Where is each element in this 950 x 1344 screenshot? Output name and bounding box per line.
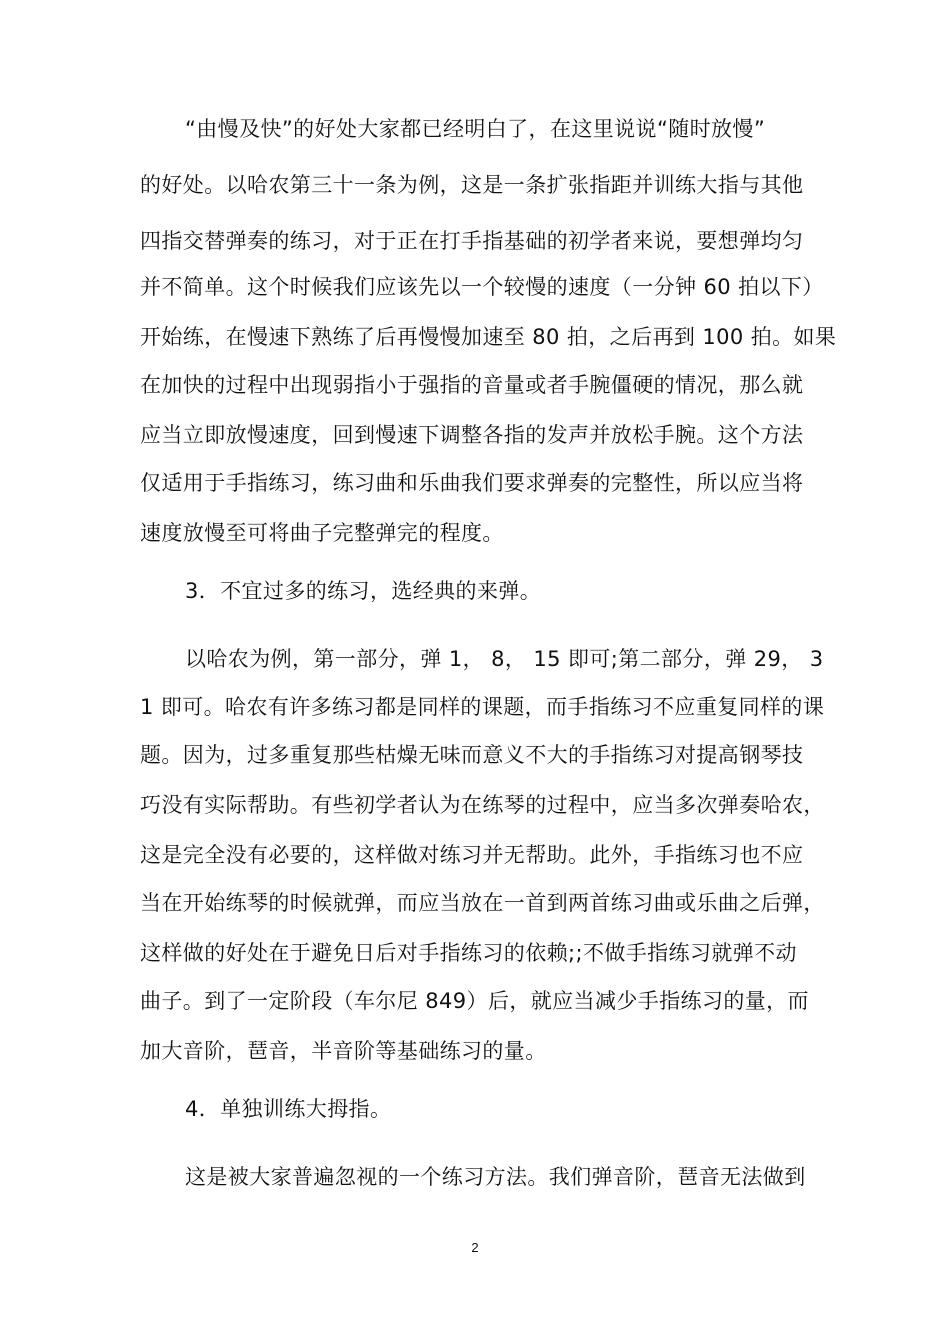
paragraph-1-line-1: “由慢及快”的好处大家都已经明白了，在这里说说“随时放慢” [185,117,766,141]
paragraph-2-line-3: 题。因为，过多重复那些枯燥无味而意义不大的手指练习对提高钢琴技 [140,743,804,767]
section-heading-4: 4．单独训练大拇指。 [185,1097,392,1121]
paragraph-1-line-9: 速度放慢至可将曲子完整弹完的程度。 [140,521,504,545]
paragraph-2-line-2: 1 即可。哈农有许多练习都是同样的课题，而手指练习不应重复同样的课 [140,695,825,719]
paragraph-2-line-4: 巧没有实际帮助。有些初学者认为在练琴的过程中，应当多次弹奏哈农， [140,793,825,817]
paragraph-1-line-4: 并不简单。这个时候我们应该先以一个较慢的速度（一分钟 60 拍以下） [140,275,824,299]
paragraph-2-line-6: 当在开始练琴的时候就弹，而应当放在一首到两首练习曲或乐曲之后弹， [140,891,825,915]
paragraph-2-line-5: 这是完全没有必要的，这样做对练习并无帮助。此外，手指练习也不应 [140,843,804,867]
paragraph-1-line-3: 四指交替弹奏的练习，对于正在打手指基础的初学者来说，要想弹均匀 [140,229,804,253]
paragraph-1-line-8: 仅适用于手指练习，练习曲和乐曲我们要求弹奏的完整性，所以应当将 [140,471,804,495]
paragraph-2-line-7: 这样做的好处在于避免日后对手指练习的依赖;;不做手指练习就弹不动 [140,941,797,965]
paragraph-1-line-5: 开始练，在慢速下熟练了后再慢慢加速至 80 拍，之后再到 100 拍。如果 [140,325,837,349]
paragraph-2-line-1: 以哈农为例，第一部分，弹 1， 8， 15 即可;第二部分，弹 29， 3 [185,647,824,671]
paragraph-1-line-2: 的好处。以哈农第三十一条为例，这是一条扩张指距并训练大指与其他 [140,173,804,197]
paragraph-2-line-8: 曲子。到了一定阶段（车尔尼 849）后，就应当减少手指练习的量，而 [140,989,809,1013]
paragraph-1-line-6: 在加快的过程中出现弱指小于强指的音量或者手腕僵硬的情况，那么就 [140,373,804,397]
page-number: 2 [471,1240,479,1255]
paragraph-3-line-1: 这是被大家普遍忽视的一个练习方法。我们弹音阶，琶音无法做到 [185,1165,806,1189]
paragraph-1-line-7: 应当立即放慢速度，回到慢速下调整各指的发声并放松手腕。这个方法 [140,423,804,447]
section-heading-3: 3．不宜过多的练习，选经典的来弹。 [185,579,542,603]
paragraph-2-line-9: 加大音阶，琶音，半音阶等基础练习的量。 [140,1039,547,1063]
